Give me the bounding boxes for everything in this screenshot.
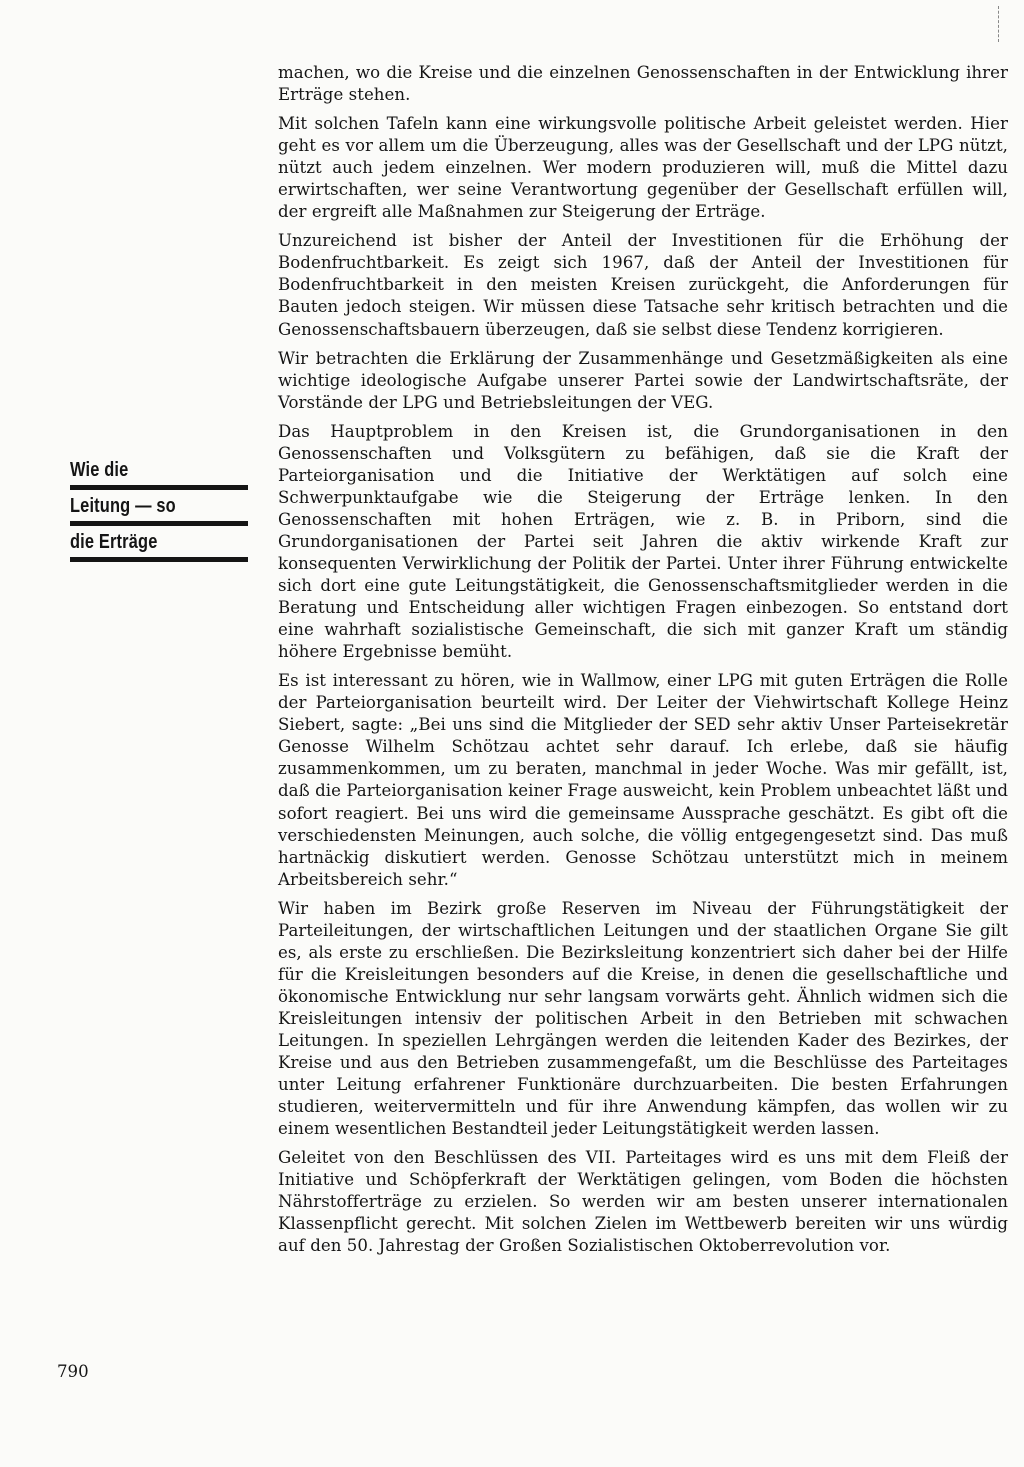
paragraph: Unzureichend ist bisher der Anteil der Investitionen für die Erhöhung der Bodenfruchtbarkeit. Es zeigt sich 1967, daß der Anteil der Investitionen für Bodenfruchtbarkeit in den meisten Kreisen zurückgeht, die Anforderungen für Bauten jedoch steigen. Wir müssen diese Tatsache sehr kritisch betrachten und die Genossenschaftsbauern überzeugen, daß sie selbst diese Tendenz korrigieren. (278, 231, 1008, 339)
margin-heading-line-1: Wie die (70, 459, 129, 481)
paragraph: Wir haben im Bezirk große Reserven im Niveau der Führungstätigkeit der Parteileitungen, der wirtschaftlichen Leitungen und der staatlichen Organe Sie gilt es, als erste zu erschließen. Die Bezirksleitung konzentriert sich daher bei der Hilfe für die Kreisleitungen besonders auf die Kreise, in denen die gesellschaftliche und ökonomische Entwicklung nur sehr langsam vorwärts geht. Ähnlich widmen sich die Kreisleitungen intensiv der politischen Arbeit in den Betrieben mit schwachen Leitungen. In speziellen Lehrgängen werden die leitenden Kader des Bezirkes, der Kreise und aus den Betrieben zusammengefaßt, um die Beschlüsse des Parteitages unter Leitung erfahrener Funktionäre durchzuarbeiten. Die besten Erfahrungen studieren, weitervermitteln und für ihre Anwendung kämpfen, das wollen wir zu einem wesentlichen Bestandteil jeder Leitungstätigkeit werden lassen. (278, 898, 1008, 1139)
margin-heading-rule-3 (70, 557, 248, 562)
margin-heading-rule-1 (70, 485, 248, 490)
paragraph: Es ist interessant zu hören, wie in Wallmow, einer LPG mit guten Erträgen die Rolle der Parteiorganisation beurteilt wird. Der Leiter der Viehwirtschaft Kollege Heinz Siebert, sagte: „Bei uns sind die Mitglieder der SED sehr aktiv Unser Parteisekretär Genosse Wilhelm Schötzau achtet sehr darauf. Ich erlebe, daß sie häufig zusammenkommen, um zu beraten, manchmal in jeder Woche. Was mir gefällt, ist, daß die Parteiorganisation keiner Frage ausweicht, kein Problem unbeachtet läßt und sofort reagiert. Bei uns wird die gemeinsame Aussprache geschätzt. Es gibt oft die verschiedensten Meinungen, auch solche, die völlig entgegengesetzt sind. Das muß hartnäckig diskutiert werden. Genosse Schötzau unterstützt mich in meinem Arbeitsbereich sehr.“ (278, 671, 1008, 889)
paragraph: machen, wo die Kreise und die einzelnen Genossenschaften in der Entwicklung ihrer Erträge stehen. (278, 63, 1008, 105)
margin-heading-line-3: die Erträge (70, 531, 158, 553)
paragraph: Geleitet von den Beschlüssen des VII. Parteitages wird es uns mit dem Fleiß der Initiative und Schöpferkraft der Werktätigen gelingen, vom Boden die höchsten Nährstofferträge zu erzielen. So werden wir am besten unserer internationalen Klassenpflicht gerecht. Mit solchen Zielen im Wettbewerb bereiten wir uns würdig auf den 50. Jahrestag der Großen Sozialistischen Oktoberrevolution vor. (278, 1148, 1008, 1256)
paragraph: Wir betrachten die Erklärung der Zusammenhänge und Gesetzmäßigkeiten als eine wichtige ideologische Aufgabe unserer Partei sowie der Landwirtschaftsräte, der Vorstände der LPG und Betriebsleitungen der VEG. (278, 348, 1008, 412)
margin-heading-rule-2 (70, 521, 248, 526)
margin-heading-line-2: Leitung — so (70, 495, 176, 517)
margin-heading (70, 458, 248, 566)
page-number: 790 (57, 1362, 89, 1381)
paragraph: Mit solchen Tafeln kann eine wirkungsvolle politische Arbeit geleistet werden. Hier geht es vor allem um die Überzeugung, alles was der Gesellschaft und der LPG nützt, nützt auch jedem einzelnen. Wer modern produzieren will, muß die Mittel dazu erwirtschaften, wer seine Verantwortung gegenüber der Gesellschaft erfüllen will, der ergreift alle Maßnahmen zur Steigerung der Erträge. (278, 114, 1008, 222)
paragraph: Das Hauptproblem in den Kreisen ist, die Grundorganisationen in den Genossenschaften und Volksgütern zu befähigen, daß sie die Kraft der Parteiorganisation und die Initiative der Werktätigen auf solch eine Schwerpunktaufgabe wie die Steigerung der Erträge lenken. In den Genossenschaften mit hohen Erträgen, wie z. B. in Priborn, sind die Grundorganisationen der Partei seit Jahren die aktiv wirkende Kraft zur konsequenten Verwirklichung der Politik der Partei. Unter ihrer Führung entwickelte sich dort eine gute Leitungstätigkeit, die Genossenschaftsmitglieder werden in die Beratung und Entscheidung aller wichtigen Fragen einbezogen. So entstand dort eine wahrhaft sozialistische Gemeinschaft, die sich mit ganzer Kraft um ständig höhere Ergebnisse bemüht. (278, 421, 1008, 662)
body-text-column (278, 62, 1008, 1264)
scan-edge-mark (998, 6, 1001, 42)
